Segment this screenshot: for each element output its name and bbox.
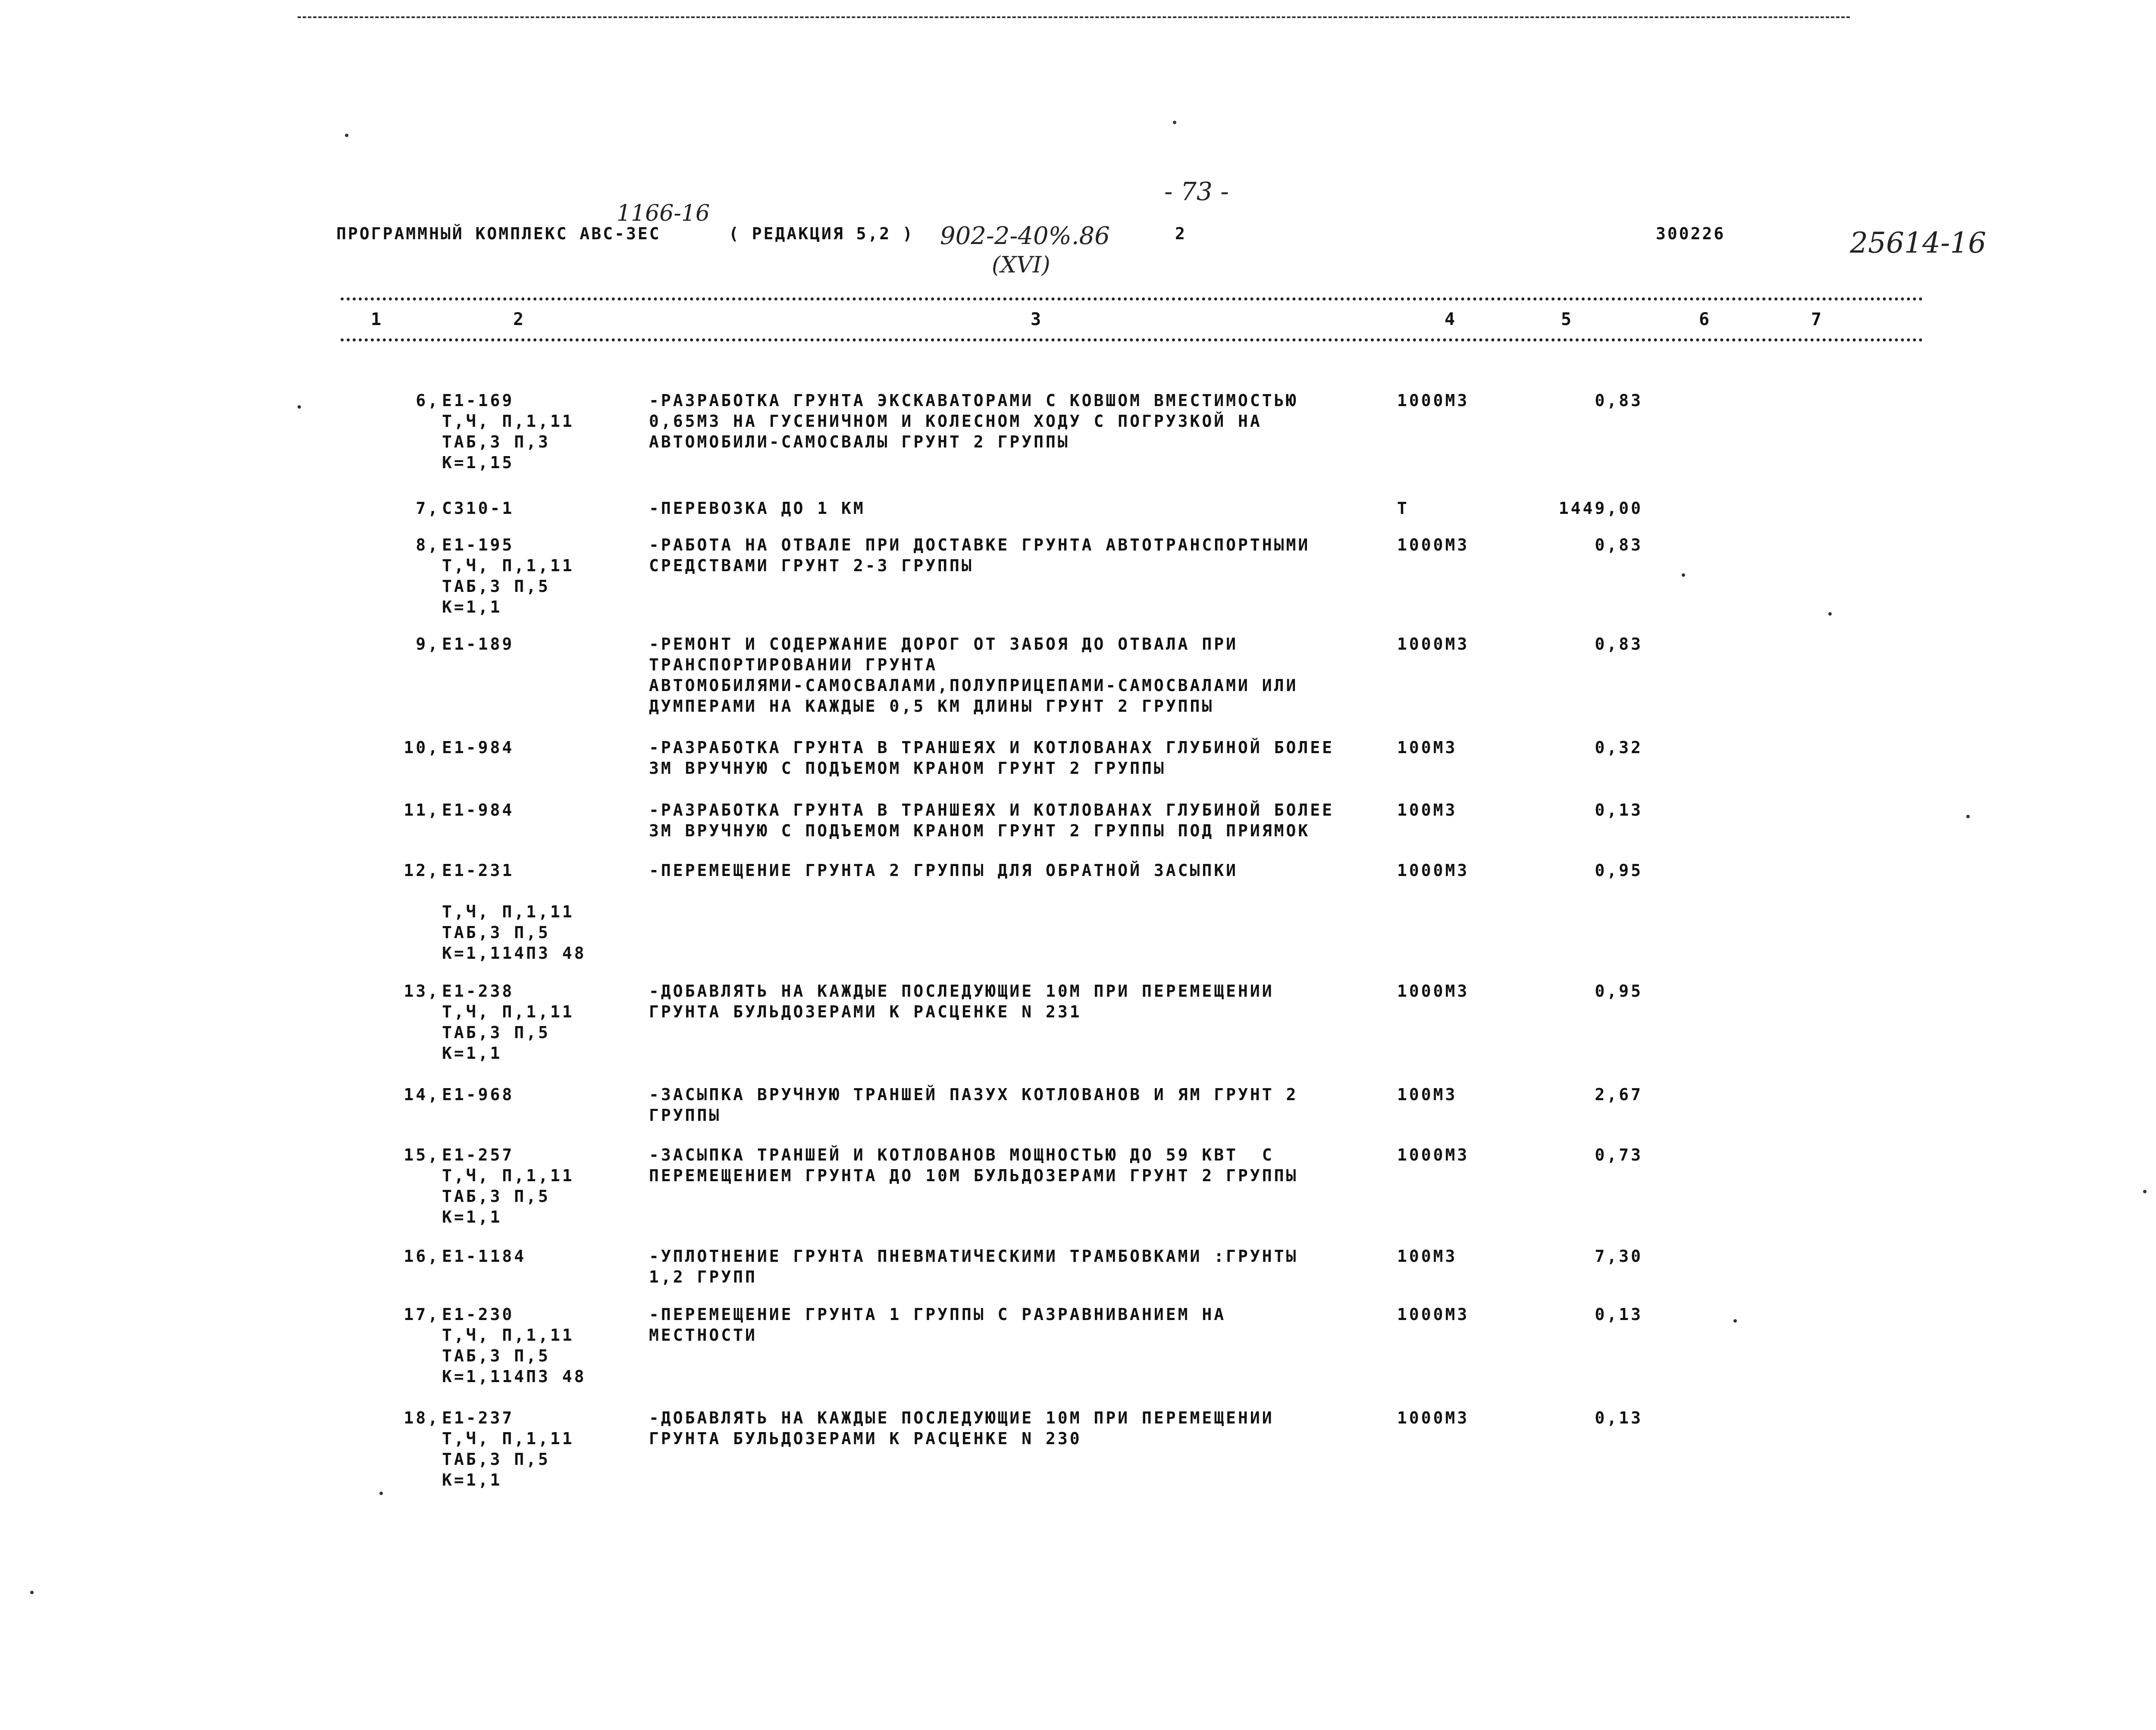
- rate-code-line: Е1-237: [442, 1408, 514, 1427]
- rate-code-line: Е1-189: [442, 635, 514, 654]
- description-line: -РАЗРАБОТКА ГРУНТА В ТРАНШЕЯХ И КОТЛОВАНАХ ГЛУБИНОЙ БОЛЕЕ: [649, 738, 1335, 757]
- unit-of-measure: 1000МЗ: [1397, 391, 1470, 410]
- column-number: 7: [1811, 310, 1822, 329]
- quantity: 0,73: [1595, 1145, 1643, 1164]
- work-description: [649, 535, 1310, 576]
- quantity: 0,13: [1595, 801, 1643, 820]
- unit-of-measure: 1000МЗ: [1397, 535, 1470, 554]
- quantity: 0,83: [1595, 391, 1643, 410]
- description-line: МЕСТНОСТИ: [649, 1326, 757, 1345]
- row-number: 15,: [404, 1145, 440, 1164]
- rate-code: [442, 981, 574, 1064]
- quantity: 0,83: [1595, 635, 1643, 654]
- rate-code-line: Т,Ч, П,1,11: [442, 1002, 574, 1021]
- rate-code-line: Е1-238: [442, 982, 514, 1001]
- rate-code-line: ТАБ,3 П,5: [442, 1450, 550, 1469]
- rate-code-line: К=1,1: [442, 598, 502, 616]
- handwritten-page-number: - 73 -: [1164, 177, 1229, 206]
- rate-code-line: Е1-195: [442, 535, 514, 554]
- quantity: 0,32: [1595, 738, 1643, 757]
- column-flag: 2: [1175, 224, 1187, 243]
- scan-speck: [1173, 121, 1176, 124]
- description-line: -РЕМОНТ И СОДЕРЖАНИЕ ДОРОГ ОТ ЗАБОЯ ДО ОТВАЛА ПРИ: [649, 635, 1238, 654]
- work-description: [649, 1408, 1274, 1449]
- handwritten-project-code: 902-2-40%.86: [940, 222, 1110, 250]
- header-separator-bottom: [341, 338, 1923, 341]
- description-line: -УПЛОТНЕНИЕ ГРУНТА ПНЕВМАТИЧЕСКИМИ ТРАМБОВКАМИ :ГРУНТЫ: [649, 1247, 1298, 1266]
- unit-of-measure: 1000МЗ: [1397, 635, 1470, 654]
- rate-code: [442, 800, 514, 820]
- description-line: ЗМ ВРУЧНУЮ С ПОДЪЕМОМ КРАНОМ ГРУНТ 2 ГРУППЫ ПОД ПРИЯМОК: [649, 821, 1310, 840]
- scan-speck: [298, 405, 301, 409]
- column-number: 3: [1031, 310, 1041, 329]
- scan-speck: [1828, 612, 1832, 616]
- rate-code-line: [442, 881, 586, 901]
- rate-code-line: Е1-984: [442, 738, 514, 757]
- column-number: 5: [1561, 310, 1572, 329]
- rate-code-line: Е1-1184: [442, 1247, 526, 1266]
- description-line: -РАБОТА НА ОТВАЛЕ ПРИ ДОСТАВКЕ ГРУНТА АВТОТРАНСПОРТНЫМИ: [649, 535, 1310, 554]
- unit-of-measure: Т: [1397, 499, 1409, 518]
- rate-code-line: Е1-230: [442, 1305, 514, 1324]
- work-description: [649, 1145, 1298, 1186]
- rate-code-line: Е1-968: [442, 1085, 514, 1104]
- rate-code-line: Т,Ч, П,1,11: [442, 1166, 574, 1185]
- rate-code-line: К=1,1: [442, 1208, 502, 1226]
- work-description: [649, 634, 1298, 716]
- rate-code-line: С310-1: [442, 499, 514, 518]
- quantity: 1449,00: [1558, 499, 1643, 518]
- scan-speck: [379, 1492, 383, 1495]
- rate-code: [442, 498, 514, 519]
- work-description: [649, 860, 1238, 881]
- quantity: 0,13: [1595, 1408, 1643, 1427]
- rate-code-line: К=1,15: [442, 453, 514, 472]
- column-number: 4: [1445, 310, 1455, 329]
- row-number: 18,: [404, 1408, 440, 1427]
- rate-code: [442, 1304, 586, 1387]
- description-line: ДУМПЕРАМИ НА КАЖДЫЕ 0,5 КМ ДЛИНЫ ГРУНТ 2 ГРУППЫ: [649, 697, 1214, 716]
- description-line: ГРУНТА БУЛЬДОЗЕРАМИ К РАСЦЕНКЕ N 231: [649, 1002, 1082, 1021]
- description-line: -ДОБАВЛЯТЬ НА КАЖДЫЕ ПОСЛЕДУЮЩИЕ 10М ПРИ ПЕРЕМЕЩЕНИИ: [649, 1408, 1274, 1427]
- unit-of-measure: 1000МЗ: [1397, 1305, 1470, 1324]
- rate-code-line: ТАБ,3 П,5: [442, 1187, 550, 1206]
- description-line: АВТОМОБИЛЯМИ-САМОСВАЛАМИ,ПОЛУПРИЦЕПАМИ-САМОСВАЛАМИ ИЛИ: [649, 676, 1298, 695]
- description-line: -ПЕРЕМЕЩЕНИЕ ГРУНТА 2 ГРУППЫ ДЛЯ ОБРАТНОЙ ЗАСЫПКИ: [649, 861, 1238, 880]
- rate-code-line: ТАБ,3 П,5: [442, 1346, 550, 1365]
- header-separator-top: [341, 297, 1923, 300]
- scan-speck: [30, 1591, 34, 1594]
- rate-code: [442, 737, 514, 758]
- unit-of-measure: 100МЗ: [1397, 1247, 1457, 1266]
- rate-code: [442, 1246, 526, 1267]
- description-line: -ЗАСЫПКА ВРУЧНУЮ ТРАНШЕЙ ПАЗУХ КОТЛОВАНОВ И ЯМ ГРУНТ 2: [649, 1085, 1298, 1104]
- description-line: 1,2 ГРУПП: [649, 1267, 757, 1286]
- description-line: -ПЕРЕМЕЩЕНИЕ ГРУНТА 1 ГРУППЫ С РАЗРАВНИВАНИЕМ НА: [649, 1305, 1226, 1324]
- rate-code-line: К=1,114ПЗ 48: [442, 944, 586, 963]
- row-number: 8,: [416, 535, 440, 554]
- scan-speck: [1682, 573, 1685, 577]
- quantity: 0,95: [1595, 982, 1643, 1001]
- scan-speck: [2143, 1190, 2147, 1193]
- work-description: [649, 1246, 1298, 1287]
- column-number: 2: [513, 310, 524, 329]
- handwritten-sheet-code: 25614-16: [1850, 226, 1987, 260]
- description-line: 0,65МЗ НА ГУСЕНИЧНОМ И КОЛЕСНОМ ХОДУ С ПОГРУЗКОЙ НА: [649, 412, 1262, 431]
- unit-of-measure: 1000МЗ: [1397, 861, 1470, 880]
- description-line: -ПЕРЕВОЗКА ДО 1 КМ: [649, 499, 865, 518]
- row-number: 10,: [404, 738, 440, 757]
- row-number: 13,: [404, 982, 440, 1001]
- unit-of-measure: 100МЗ: [1397, 801, 1457, 820]
- description-line: ГРУППЫ: [649, 1106, 721, 1125]
- rate-code-line: ТАБ,3 П,5: [442, 577, 550, 596]
- rate-code-line: Е1-231: [442, 861, 514, 880]
- rate-code-line: Е1-257: [442, 1145, 514, 1164]
- rate-code-line: К=1,1: [442, 1044, 502, 1063]
- work-description: [649, 737, 1334, 779]
- unit-of-measure: 1000МЗ: [1397, 982, 1470, 1001]
- row-number: 17,: [404, 1305, 440, 1324]
- work-description: [649, 390, 1298, 452]
- handwritten-roman-numeral: (XVI): [992, 252, 1050, 278]
- quantity: 0,83: [1595, 535, 1643, 554]
- work-description: [649, 981, 1274, 1022]
- quantity: 2,67: [1595, 1085, 1643, 1104]
- rate-code-line: Т,Ч, П,1,11: [442, 556, 574, 575]
- unit-of-measure: 100МЗ: [1397, 1085, 1457, 1104]
- rate-code-line: Т,Ч, П,1,11: [442, 1326, 574, 1345]
- description-line: -РАЗРАБОТКА ГРУНТА ЭКСКАВАТОРАМИ С КОВШОМ ВМЕСТИМОСТЬЮ: [649, 391, 1298, 410]
- column-number: 1: [371, 310, 382, 329]
- description-line: ПЕРЕМЕЩЕНИЕМ ГРУНТА ДО 10М БУЛЬДОЗЕРАМИ ГРУНТ 2 ГРУППЫ: [649, 1166, 1298, 1185]
- date-code: 300226: [1656, 224, 1726, 243]
- description-line: -РАЗРАБОТКА ГРУНТА В ТРАНШЕЯХ И КОТЛОВАНАХ ГЛУБИНОЙ БОЛЕЕ: [649, 801, 1335, 820]
- unit-of-measure: 100МЗ: [1397, 738, 1457, 757]
- rate-code: [442, 634, 514, 654]
- rate-code: [442, 860, 586, 964]
- row-number: 16,: [404, 1247, 440, 1266]
- column-number-row: [341, 310, 1923, 335]
- rate-code-line: К=1,114ПЗ 48: [442, 1367, 586, 1386]
- rate-code: [442, 535, 574, 617]
- row-number: 11,: [404, 801, 440, 820]
- quantity: 7,30: [1595, 1247, 1643, 1266]
- rate-code-line: ТАБ,3 П,5: [442, 1023, 550, 1042]
- handwritten-doc-number: 1166-16: [617, 200, 710, 226]
- description-line: -ЗАСЫПКА ТРАНШЕЙ И КОТЛОВАНОВ МОЩНОСТЬЮ ДО 59 КВТ С: [649, 1145, 1274, 1164]
- description-line: АВТОМОБИЛИ-САМОСВАЛЫ ГРУНТ 2 ГРУППЫ: [649, 432, 1070, 451]
- rate-code-line: ТАБ,3 П,5: [442, 923, 550, 942]
- rate-code: [442, 1145, 574, 1227]
- work-description: [649, 498, 865, 519]
- description-line: ГРУНТА БУЛЬДОЗЕРАМИ К РАСЦЕНКЕ N 230: [649, 1429, 1082, 1448]
- quantity: 0,13: [1595, 1305, 1643, 1324]
- rate-code-line: Е1-984: [442, 801, 514, 820]
- row-number: 9,: [416, 635, 440, 654]
- quantity: 0,95: [1595, 861, 1643, 880]
- rate-code: [442, 1084, 514, 1105]
- work-description: [649, 1304, 1226, 1345]
- scan-speck: [345, 134, 348, 137]
- description-line: ЗМ ВРУЧНУЮ С ПОДЪЕМОМ КРАНОМ ГРУНТ 2 ГРУППЫ: [649, 759, 1166, 778]
- rate-code-line: Т,Ч, П,1,11: [442, 902, 574, 921]
- rate-code-line: Т,Ч, П,1,11: [442, 412, 574, 431]
- rate-code-line: Е1-169: [442, 391, 514, 410]
- row-number: 6,: [416, 391, 440, 410]
- row-number: 14,: [404, 1085, 440, 1104]
- scan-speck: [1966, 815, 1970, 818]
- description-line: -ДОБАВЛЯТЬ НА КАЖДЫЕ ПОСЛЕДУЮЩИЕ 10М ПРИ ПЕРЕМЕЩЕНИИ: [649, 982, 1274, 1001]
- column-number: 6: [1699, 310, 1710, 329]
- edition-label: ( РЕДАКЦИЯ 5,2 ): [729, 224, 915, 243]
- unit-of-measure: 1000МЗ: [1397, 1145, 1470, 1164]
- work-description: [649, 1084, 1298, 1126]
- unit-of-measure: 1000МЗ: [1397, 1408, 1470, 1427]
- rate-code: [442, 1408, 574, 1490]
- program-title: ПРОГРАММНЫЙ КОМПЛЕКС АВС-ЗЕС: [336, 224, 661, 243]
- scan-speck: [1733, 1319, 1737, 1323]
- top-edge-dashes: [298, 16, 1850, 18]
- rate-code-line: К=1,1: [442, 1470, 502, 1489]
- rate-code-line: ТАБ,3 П,3: [442, 432, 550, 451]
- rate-code-line: Т,Ч, П,1,11: [442, 1429, 574, 1448]
- work-description: [649, 800, 1334, 841]
- description-line: ТРАНСПОРТИРОВАНИИ ГРУНТА: [649, 655, 938, 674]
- rate-code: [442, 390, 574, 473]
- row-number: 12,: [404, 861, 440, 880]
- description-line: СРЕДСТВАМИ ГРУНТ 2-3 ГРУППЫ: [649, 556, 974, 575]
- row-number: 7,: [416, 499, 440, 518]
